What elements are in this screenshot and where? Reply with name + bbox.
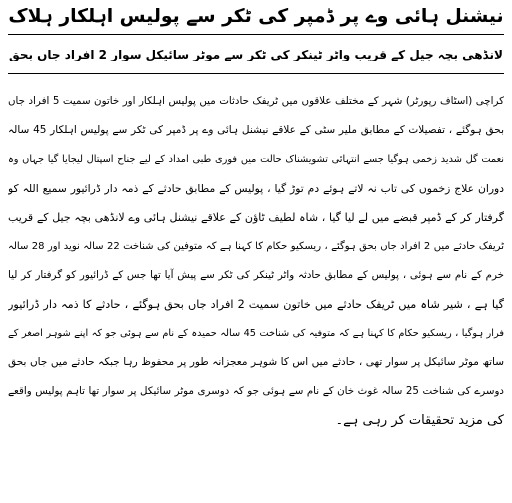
article-line: ٹریفک حادثے میں 2 افراد جاں بحق ہوگئے ، ریسکیو حکام کا کہنا ہے کہ متوفین کی شناخت 22 سالہ نوید اور 28 سالہ <box>8 241 504 252</box>
article-line: فرار ہوگیا ، ریسکیو حکام کا کہنا ہے کہ متوفیہ کی شناخت 45 سالہ حمیدہ کے نام سے ہوئی جو کہ اپنے شوہر اصغر کے <box>8 328 504 339</box>
article-line-last: کی مزید تحقیقات کر رہی ہے۔ <box>335 413 504 428</box>
headline-divider-top <box>8 34 504 35</box>
article-line: گیا ہے ، شیر شاہ میں ٹریفک حادثے میں خاتون سمیت 2 افراد جاں بحق ہوگئے ، حادثے کا ذمہ دار ڈرائیور <box>8 298 504 311</box>
article-line: خرم کے نام سے ہوئی ، پولیس کے مطابق حادثہ واٹر ٹینکر کی ٹکر سے پیش آیا تھا جس کے ڈرائیور کو گرفتار کر لیا <box>8 269 504 281</box>
headline-secondary: لانڈھی بچہ جیل کے قریب واٹر ٹینکر کی ٹکر سے موٹر سائیکل سوار 2 افراد جاں بحق <box>9 49 503 61</box>
article-line: کراچی (اسٹاف رپورٹر) شہر کے مختلف علاقوں میں ٹریفک حادثات میں پولیس اہلکار اور خاتون سمیت 5 افراد جاں <box>8 95 504 107</box>
article-line: بحق ہوگئے ، تفصیلات کے مطابق ملیر سٹی کے علاقے نیشنل ہائی وے پر ڈمپر کی ٹکر سے پولیس اہلکار 45 سالہ <box>8 124 504 136</box>
article-line: دوران علاج زخموں کی تاب نہ لاتے ہوئے دم توڑ گیا ، پولیس کے مطابق حادثے کے ذمہ دار ڈرائیور سمیع اللہ کو <box>8 182 504 195</box>
article-line: گرفتار کر کے ڈمپر قبضے میں لے لیا گیا ، شاہ لطیف ٹاؤن کے علاقے نیشنل ہائی وے لانڈھی بچہ جیل کے قریب <box>8 211 504 224</box>
headline-primary: نیشنل ہائی وے پر ڈمپر کی ٹکر سے پولیس اہلکار ہلاک <box>8 8 504 27</box>
article-line: نعمت گل شدید زخمی ہوگیا جسے انتہائی تشویشناک حالت میں فوری طبی امداد کے لیے جناح اسپتال لیجایا گیا جہاں وہ <box>8 154 504 165</box>
article-line: دوسرے کی شناخت 25 سالہ غوث خان کے نام سے ہوئی جو کہ دوسری موٹر سائیکل پر سوار تھا تاہم پولیس واقعے <box>8 385 504 397</box>
article-line: ساتھ موٹر سائیکل پر سوار تھی ، حادثے میں اس کا شوہر معجزانہ طور پر محفوظ رہا جبکہ حادثے میں جاں بحق <box>8 356 504 368</box>
headline-divider-bottom <box>8 73 504 74</box>
article-body <box>8 87 504 435</box>
